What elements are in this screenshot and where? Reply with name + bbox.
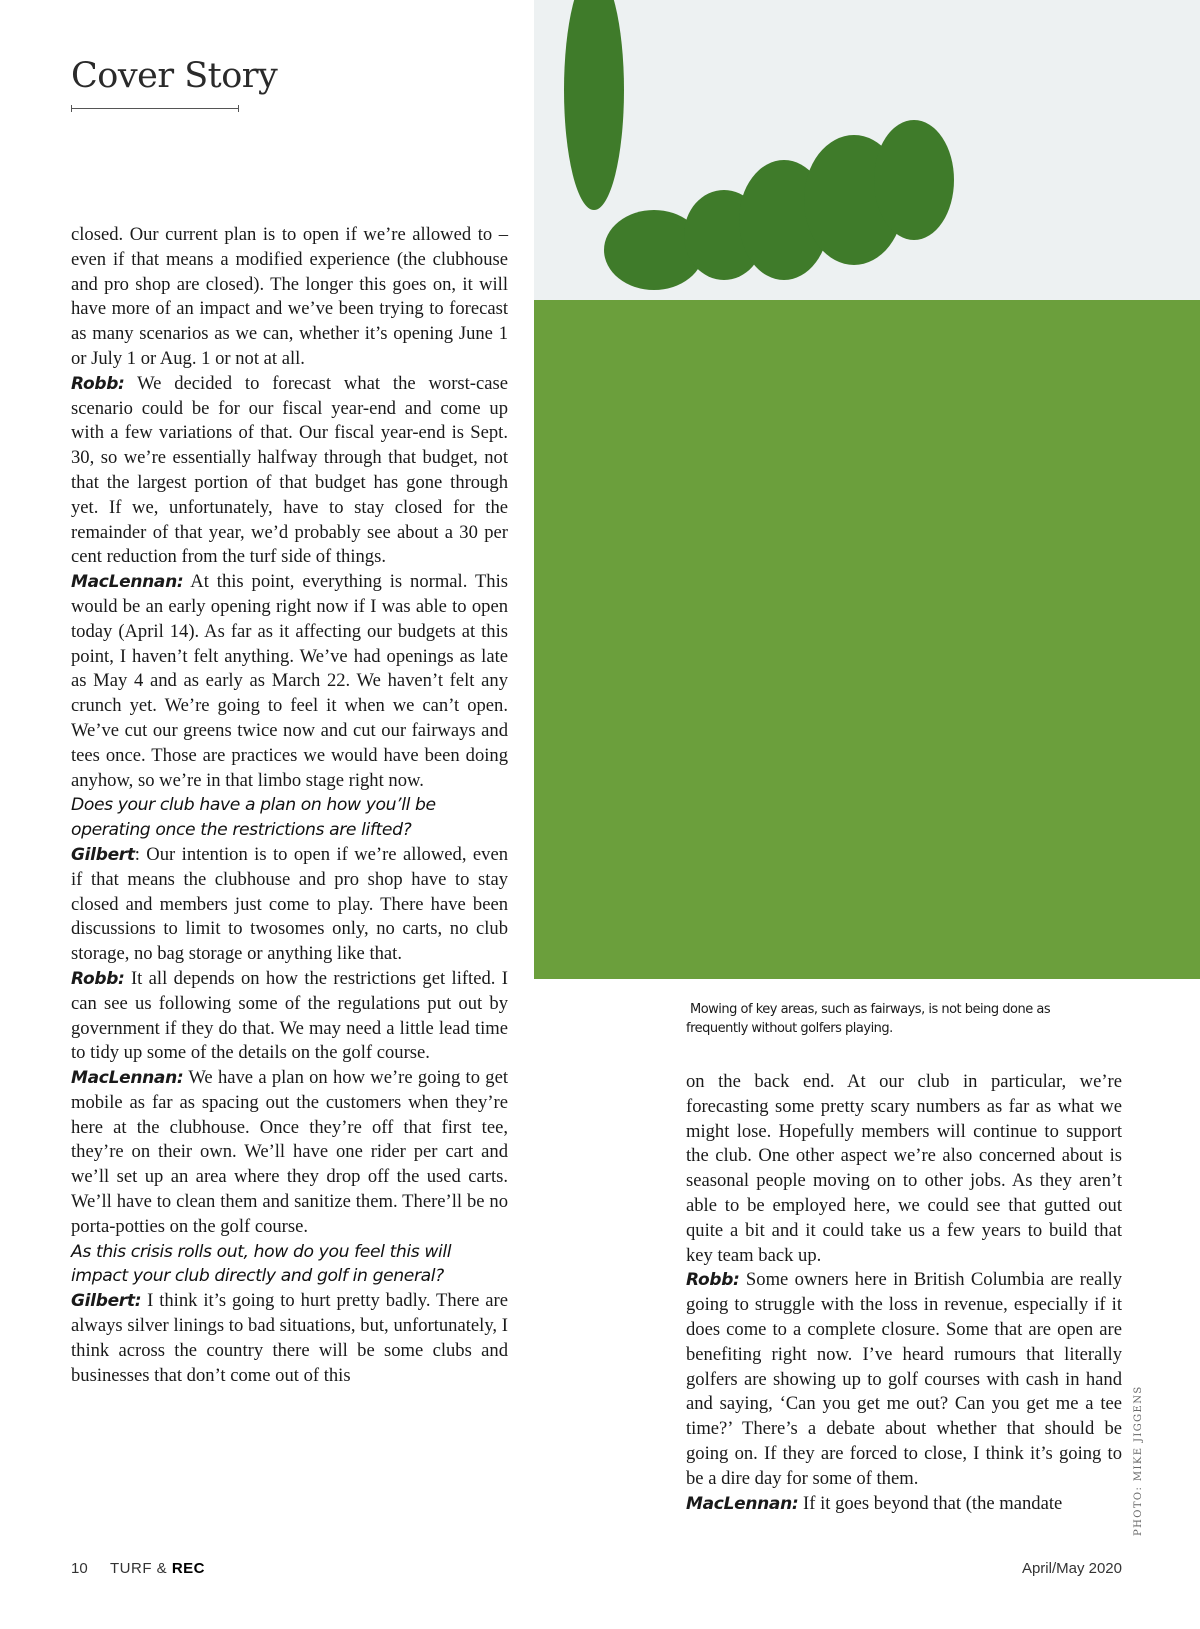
article-paragraph (71, 1289, 508, 1388)
photo-credit: PHOTO: MIKE JIGGENS (1133, 1385, 1144, 1536)
article-paragraph (686, 1268, 1122, 1491)
photo-caption (686, 1000, 1106, 1038)
article-paragraph (71, 223, 508, 372)
article-paragraph (71, 1066, 508, 1240)
article-paragraph (71, 570, 508, 793)
interview-question: As this crisis rolls out, how do you feel this will impact your club directly and golf in general? (71, 1241, 452, 1287)
speaker-name: MacLennan: (71, 572, 184, 593)
magazine-name-bold: REC (171, 1560, 206, 1577)
paragraph-text: If it goes beyond that (the mandate (798, 1492, 1063, 1514)
speaker-name: Robb: (686, 1270, 740, 1291)
article-paragraph (686, 1070, 1122, 1268)
speaker-name: Robb: (71, 968, 125, 989)
paragraph-text: We decided to forecast what the worst-case scenario could be for our fiscal year-end and come up with a few variations of that. Our fiscal year-end is Sept. 30, so we’re essentially halfway through that budget, not that the largest portion of that budget has gone through yet. If we, unfortunately, have to stay closed for the remainder of that year, we’d probably see about a 30 per cent reduction from the turf side of things. (71, 372, 508, 568)
section-title: Cover Story (71, 56, 278, 96)
page-number: 10 (71, 1560, 88, 1577)
caption-line-2: frequently without golfers playing. (686, 1021, 893, 1036)
paragraph-text: Some owners here in British Columbia are really going to struggle with the loss in revenue, especially if it does come to a complete closure. Some that are open are benefiting right now. I’ve heard rumours that literally golfers are showing up to golf courses with cash in hand and saying, ‘Can you get me out? Can you get me a tee time?’ There’s a debate about whether that should be going on. If they are forced to close, I think it’s going to be a dire day for some of them. (686, 1269, 1122, 1489)
article-paragraph (71, 372, 508, 570)
article-column-right (686, 1070, 1122, 1516)
speaker-name: Gilbert: (71, 1291, 142, 1312)
article-paragraph (71, 843, 508, 967)
paragraph-text: : Our intention is to open if we’re allowed, even if that means the clubhouse and pro shop have to stay closed and members just come to play. There have been discussions to limit to twosomes only, no carts, no club storage, no bag storage or anything like that. (71, 843, 508, 965)
issue-date: April/May 2020 (1021, 1560, 1122, 1577)
paragraph-text: closed. Our current plan is to open if we’re allowed to – even if that means a modified experience (the clubhouse and pro shop are closed). The longer this goes on, it will have more of an impact and we’ve been trying to forecast as many scenarios as we can, whether it’s opening June 1 or July 1 or Aug. 1 or not at all. (71, 224, 508, 369)
magazine-name (110, 1560, 205, 1577)
magazine-name-light: TURF & (110, 1560, 172, 1577)
section-rule (71, 108, 239, 109)
paragraph-text: We have a plan on how we’re going to get mobile as far as spacing out the customers when they’re here at the clubhouse. Once they’re off that first tee, they’re on their own. We’ll have one rider per cart and we’ll set up an area where they drop off the used carts. We’ll have to clean them and sanitize them. There’ll be no porta-potties on the golf course. (71, 1067, 508, 1237)
speaker-name: Robb: (71, 373, 125, 394)
interview-question: Does your club have a plan on how you’ll be operating once the restrictions are lifted? (71, 795, 436, 841)
speaker-name: MacLennan: (686, 1493, 799, 1514)
article-paragraph (686, 1492, 1122, 1517)
article-column-left (71, 223, 508, 1388)
golf-course-photo (534, 0, 1200, 979)
paragraph-text: I think it’s going to hurt pretty badly. There are always silver linings to bad situations, but, unfortunately, I think across the country there will be some clubs and businesses that don’t come out of this (71, 1290, 508, 1386)
article-paragraph (71, 967, 508, 1066)
paragraph-text: At this point, everything is normal. This would be an early opening right now if I was able to open today (April 14). As far as it affecting our budgets at this point, I haven’t felt anything. We’ve had openings as late as May 4 and as early as March 22. We haven’t felt any crunch yet. We’re going to feel it when we can’t open. We’ve cut our greens twice now and cut our fairways and tees once. Those are practices we would have been doing anyhow, so we’re in that limbo stage right now. (71, 571, 508, 791)
paragraph-text: on the back end. At our club in particular, we’re forecasting some pretty scary numbers as far as what we might lose. Hopefully members will continue to support the club. One other aspect we’re also concerned about is seasonal people moving on to other jobs. As they aren’t able to be employed here, we could see that gutted out quite a bit and it could take us a few years to build that key team back up. (686, 1071, 1122, 1266)
caption-line-1: Mowing of key areas, such as fairways, is not being done as (690, 1002, 1051, 1017)
speaker-name: MacLennan: (71, 1068, 184, 1089)
speaker-name: Gilbert (71, 844, 135, 865)
paragraph-text: It all depends on how the restrictions get lifted. I can see us following some of the regulations put out by government if they do that. We may need a little lead time to tidy up some of the details on the golf course. (71, 967, 508, 1064)
